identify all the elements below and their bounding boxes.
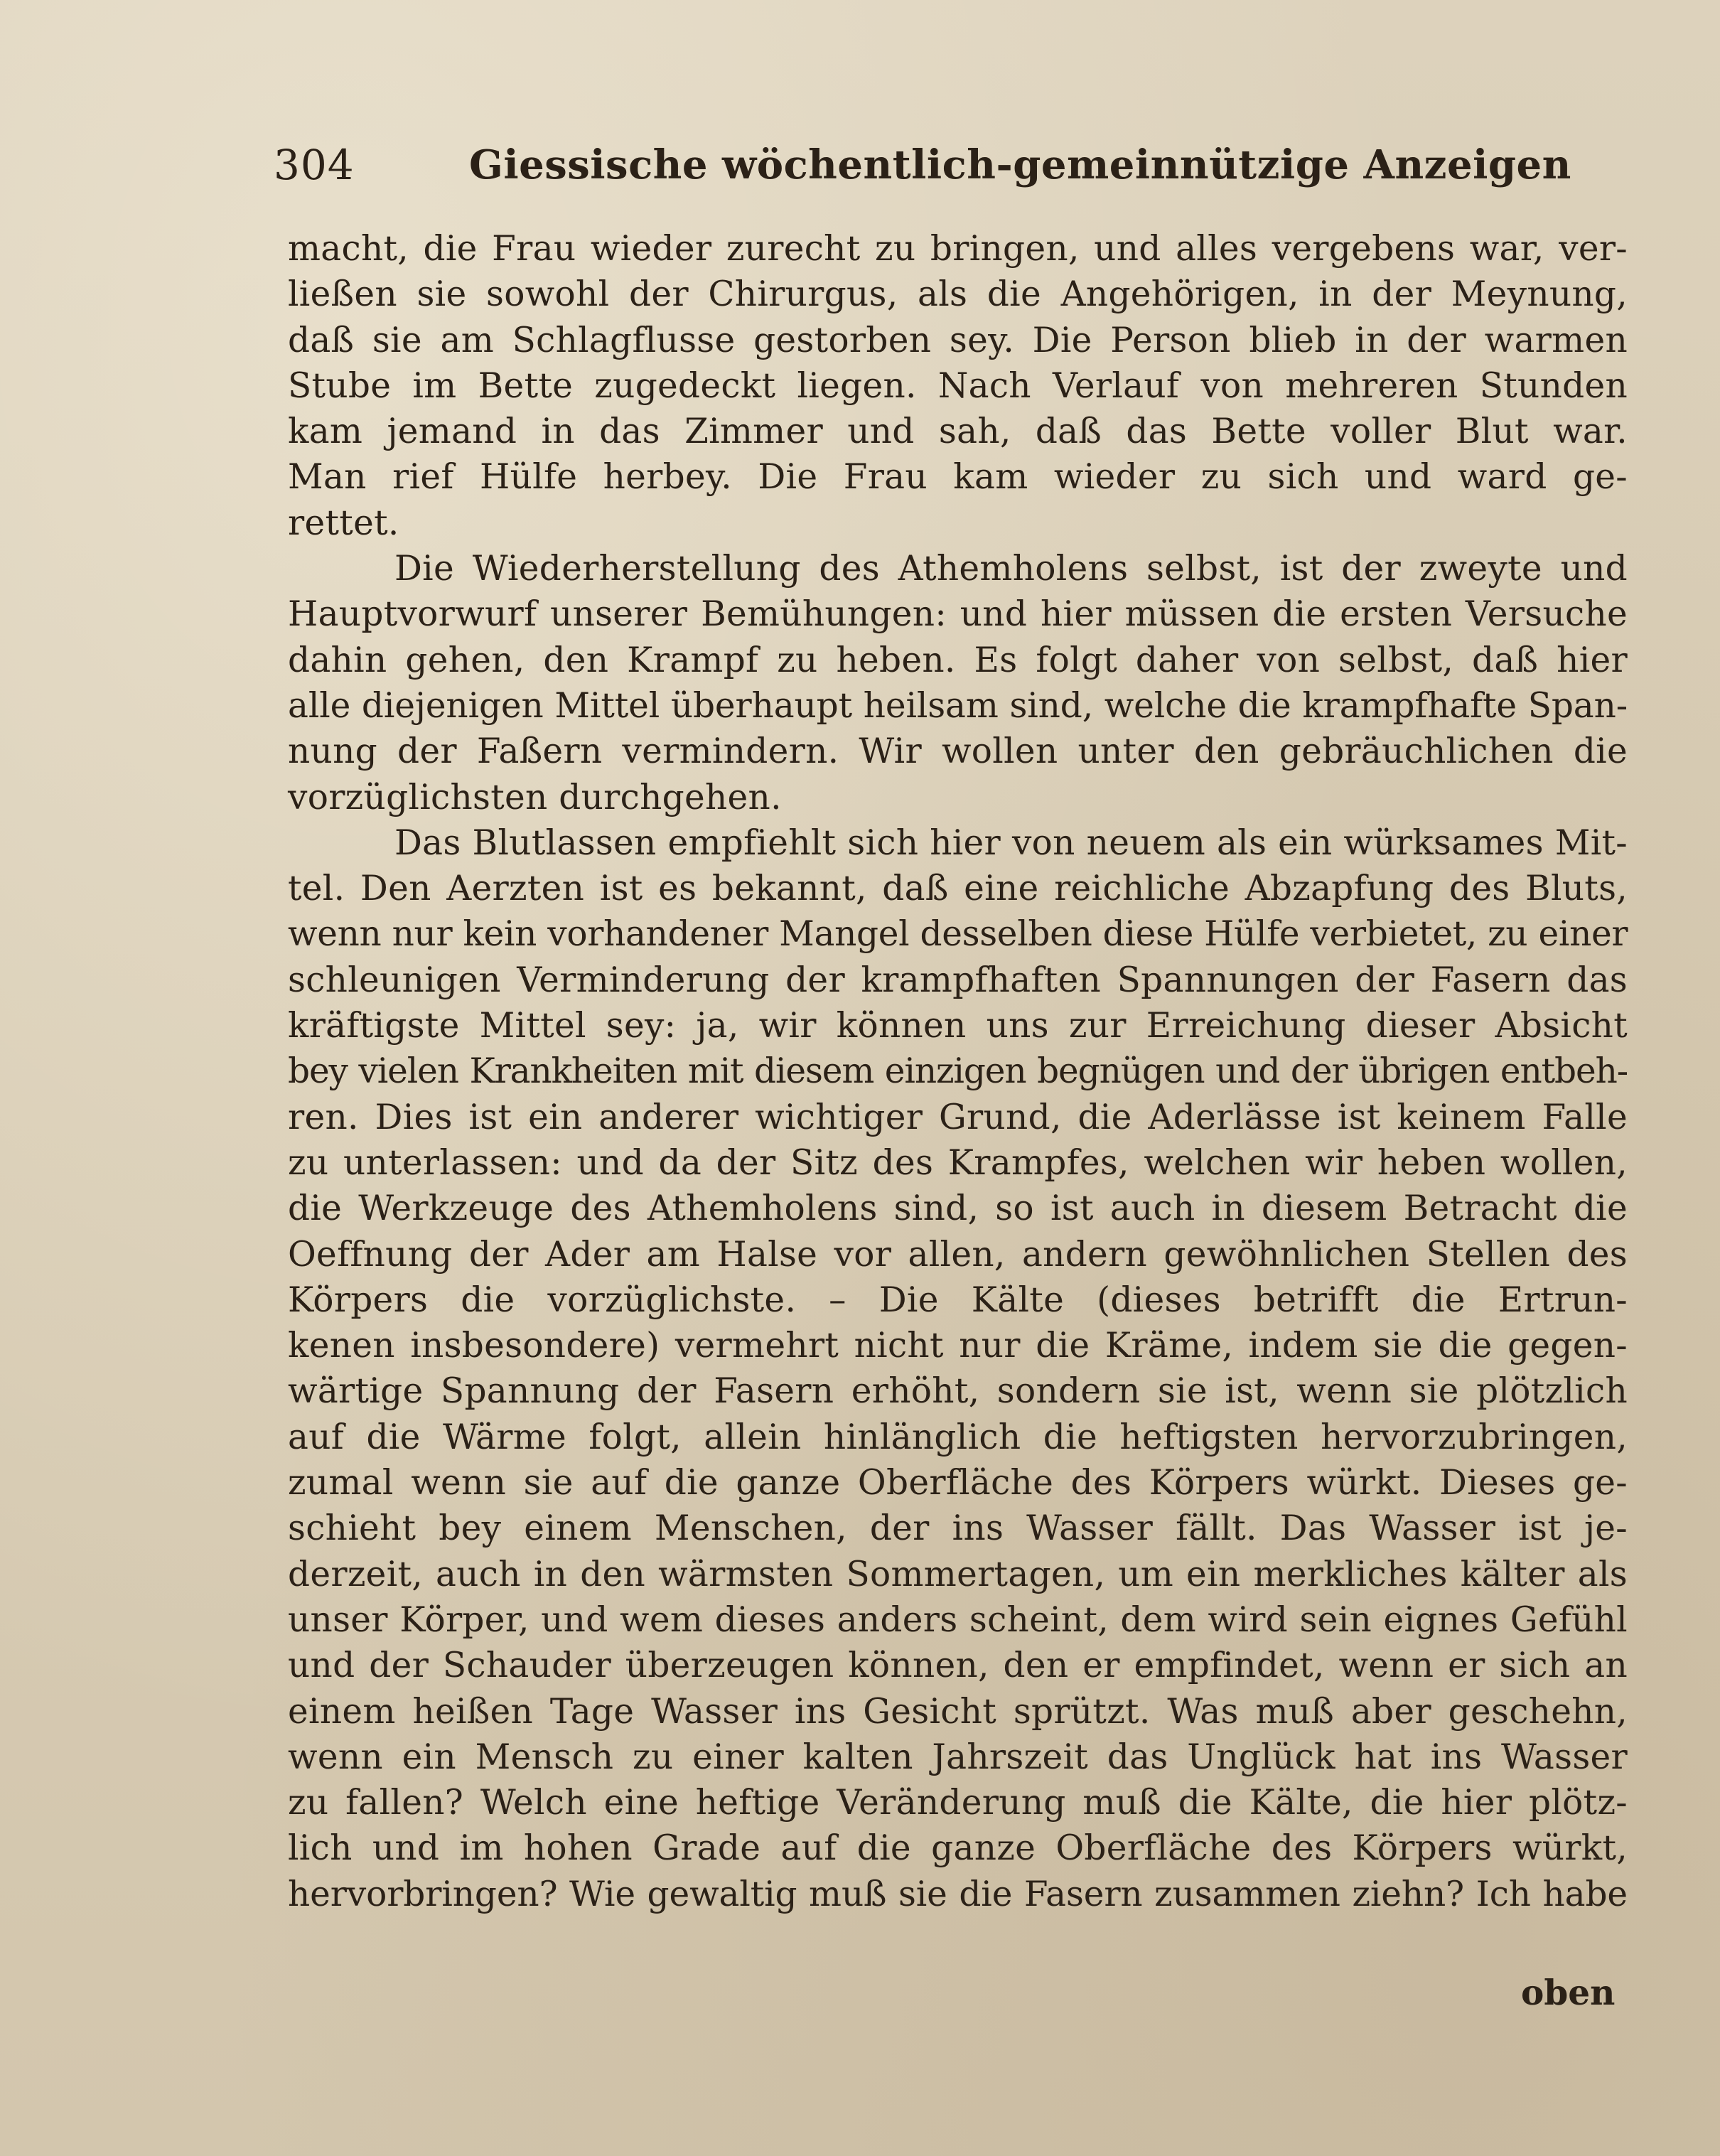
text-line: schieht bey einem Menschen, der ins Wasser fällt. Das Wasser ist je- xyxy=(288,1508,1628,1549)
text-line: wenn ein Mensch zu einer kalten Jahrszeit das Unglück hat ins Wasser xyxy=(288,1737,1628,1777)
text-line: macht, die Frau wieder zurecht zu bringen, und alles vergebens war, ver- xyxy=(288,229,1628,269)
text-line: die Werkzeuge des Athemholens sind, so ist auch in diesem Betracht die xyxy=(288,1189,1628,1229)
running-title: Giessische wöchentlich-gemeinnützige Anzeigen xyxy=(469,141,1571,188)
text-line: nung der Faßern vermindern. Wir wollen unter den gebräuchlichen die xyxy=(288,731,1628,772)
text-line: Körpers die vorzüglichste. – Die Kälte (dieses betrifft die Ertrun- xyxy=(288,1280,1628,1320)
text-line: schleunigen Verminderung der krampfhaften Spannungen der Fasern das xyxy=(288,960,1628,1000)
page-header xyxy=(274,136,1571,193)
text-line: zu unterlassen: und da der Sitz des Krampfes, welchen wir heben wollen, xyxy=(288,1142,1628,1183)
text-line: unser Körper, und wem dieses anders scheint, dem wird sein eignes Gefühl xyxy=(288,1599,1628,1640)
text-line: kräftigste Mittel sey: ja, wir können uns zur Erreichung dieser Absicht xyxy=(288,1006,1628,1046)
text-line: lich und im hohen Grade auf die ganze Oberfläche des Körpers würkt, xyxy=(288,1828,1628,1869)
text-line: bey vielen Krankheiten mit diesem einzigen begnügen und der übrigen entbeh- xyxy=(288,1051,1628,1092)
text-line: daß sie am Schlagflusse gestorben sey. Die Person blieb in der warmen xyxy=(288,320,1628,360)
text-line: derzeit, auch in den wärmsten Sommertagen, um ein merkliches kälter als xyxy=(288,1554,1628,1594)
text-line: kenen insbesondere) vermehrt nicht nur die Kräme, indem sie die gegen- xyxy=(288,1326,1628,1366)
text-line: alle diejenigen Mittel überhaupt heilsam sind, welche die krampfhafte Span- xyxy=(288,685,1628,726)
text-line: zumal wenn sie auf die ganze Oberfläche des Körpers würkt. Dieses ge- xyxy=(288,1463,1628,1503)
text-line: Stube im Bette zugedeckt liegen. Nach Verlauf von mehreren Stunden xyxy=(288,365,1628,406)
body-text xyxy=(288,226,1628,1917)
text-line: ren. Dies ist ein anderer wichtiger Grund, die Aderlässe ist keinem Falle xyxy=(288,1097,1628,1137)
text-line: wenn nur kein vorhandener Mangel desselben diese Hülfe verbietet, zu einer xyxy=(288,914,1628,955)
text-line: Oeffnung der Ader am Halse vor allen, andern gewöhnlichen Stellen des xyxy=(288,1234,1628,1275)
text-line: vorzüglichsten durchgehen. xyxy=(288,777,782,817)
text-line: einem heißen Tage Wasser ins Gesicht sprützt. Was muß aber geschehn, xyxy=(288,1691,1628,1732)
text-line: Das Blutlassen empfiehlt sich hier von neuem als ein würksames Mit- xyxy=(394,822,1628,863)
text-line: rettet. xyxy=(288,503,399,543)
text-line: und der Schauder überzeugen können, den er empfindet, wenn er sich an xyxy=(288,1646,1628,1686)
text-line: ließen sie sowohl der Chirurgus, als die Angehörigen, in der Meynung, xyxy=(288,274,1628,315)
text-line: Man rief Hülfe herbey. Die Frau kam wieder zu sich und ward ge- xyxy=(288,457,1628,498)
text-line: dahin gehen, den Krampf zu heben. Es folgt daher von selbst, daß hier xyxy=(288,640,1628,680)
catchword: oben xyxy=(1521,1973,1616,2013)
page-number: 304 xyxy=(274,141,355,189)
text-line: hervorbringen? Wie gewaltig muß sie die Fasern zusammen ziehn? Ich habe xyxy=(288,1874,1628,1914)
text-line: kam jemand in das Zimmer und sah, daß das Bette voller Blut war. xyxy=(288,412,1628,452)
text-line: wärtige Spannung der Fasern erhöht, sondern sie ist, wenn sie plötzlich xyxy=(288,1371,1628,1412)
text-line: tel. Den Aerzten ist es bekannt, daß eine reichliche Abzapfung des Bluts, xyxy=(288,869,1628,909)
text-line: zu fallen? Welch eine heftige Veränderung muß die Kälte, die hier plötz- xyxy=(288,1783,1628,1823)
text-line: auf die Wärme folgt, allein hinlänglich die heftigsten hervorzubringen, xyxy=(288,1417,1628,1457)
text-line: Die Wiederherstellung des Athemholens selbst, ist der zweyte und xyxy=(394,549,1628,589)
text-line: Hauptvorwurf unserer Bemühungen: und hier müssen die ersten Versuche xyxy=(288,594,1628,635)
